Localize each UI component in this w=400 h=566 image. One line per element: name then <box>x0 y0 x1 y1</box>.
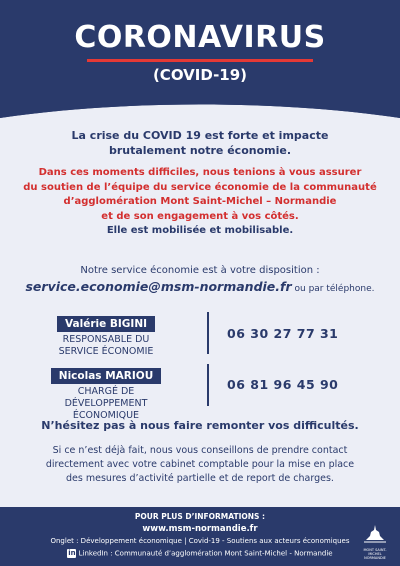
page-subtitle: (COVID-19) <box>152 66 248 84</box>
linkedin-icon: in <box>68 549 76 557</box>
contact-name: Nicolas MARIOU <box>51 368 161 384</box>
msm-logo <box>357 524 393 560</box>
contact-name: Valérie BIGINI <box>57 316 155 332</box>
contact-divider <box>207 364 209 406</box>
mobilized-line: Elle est mobilisée et mobilisable. <box>106 225 294 236</box>
page-title: CORONAVIRUS <box>74 20 326 55</box>
onglet-info: Onglet : Développement économique | Covid-19 - Soutiens aux acteurs économiques <box>50 537 350 545</box>
support-line: du soutien de l’équipe du service économie de la communauté <box>23 181 377 193</box>
advice-line: Si ce n’est déjà fait, nous vous conseillons de prendre contact <box>52 445 348 456</box>
linkedin-label: LinkedIn : Communauté d’agglomération Mont Saint-Michel - Normandie <box>78 549 333 558</box>
logo-text: NORMANDIE <box>364 556 386 560</box>
advice-line: directement avec votre cabinet comptable pour la mise en place <box>45 459 355 470</box>
title-underline <box>87 59 313 62</box>
role-line: ÉCONOMIQUE <box>72 410 140 421</box>
contact-card-mariou <box>36 364 176 422</box>
role-line: CHARGÉ DE DÉVELOPPEMENT <box>64 386 148 409</box>
intro-line: La crise du COVID 19 est forte et impacte <box>71 129 329 142</box>
advice-text <box>0 444 400 486</box>
intro-text <box>0 128 400 158</box>
service-availability: Notre service économie est à votre disposition : <box>80 265 320 276</box>
footer <box>0 507 400 566</box>
intro-line: brutalement notre économie. <box>108 144 292 157</box>
role-line: RESPONSABLE DU <box>62 334 150 345</box>
role-line: SERVICE ÉCONOMIE <box>58 346 154 357</box>
support-message <box>0 166 400 239</box>
logo-text: MONT SAINT-MICHEL <box>363 548 387 556</box>
website-link[interactable]: www.msm-normandie.fr <box>142 524 258 534</box>
contact-line <box>0 279 400 294</box>
support-line: d’agglomération Mont Saint-Michel – Normandie <box>63 196 337 207</box>
difficulties-callout: N’hésitez pas à nous faire remonter vos difficultés. <box>41 419 359 432</box>
more-info-label: POUR PLUS D’INFORMATIONS : <box>134 512 266 521</box>
contact-phone[interactable]: 06 30 27 77 31 <box>227 326 339 341</box>
phone-suffix: ou par téléphone. <box>291 284 375 294</box>
contact-role <box>36 334 176 358</box>
contact-role <box>36 386 176 422</box>
support-line: et de son engagement à vos côtés. <box>101 210 299 222</box>
support-line: Dans ces moments difficiles, nous tenions à vous assurer <box>38 167 362 178</box>
service-email-link[interactable]: service.economie@msm-normandie.fr <box>25 279 292 294</box>
contact-phone[interactable]: 06 81 96 45 90 <box>227 377 339 392</box>
linkedin-row[interactable] <box>0 549 400 558</box>
contact-divider <box>207 312 209 354</box>
mont-saint-michel-icon <box>364 524 386 544</box>
advice-line: des mesures d’activité partielle et de report de charges. <box>66 473 334 484</box>
contact-card-bigini <box>36 312 176 358</box>
